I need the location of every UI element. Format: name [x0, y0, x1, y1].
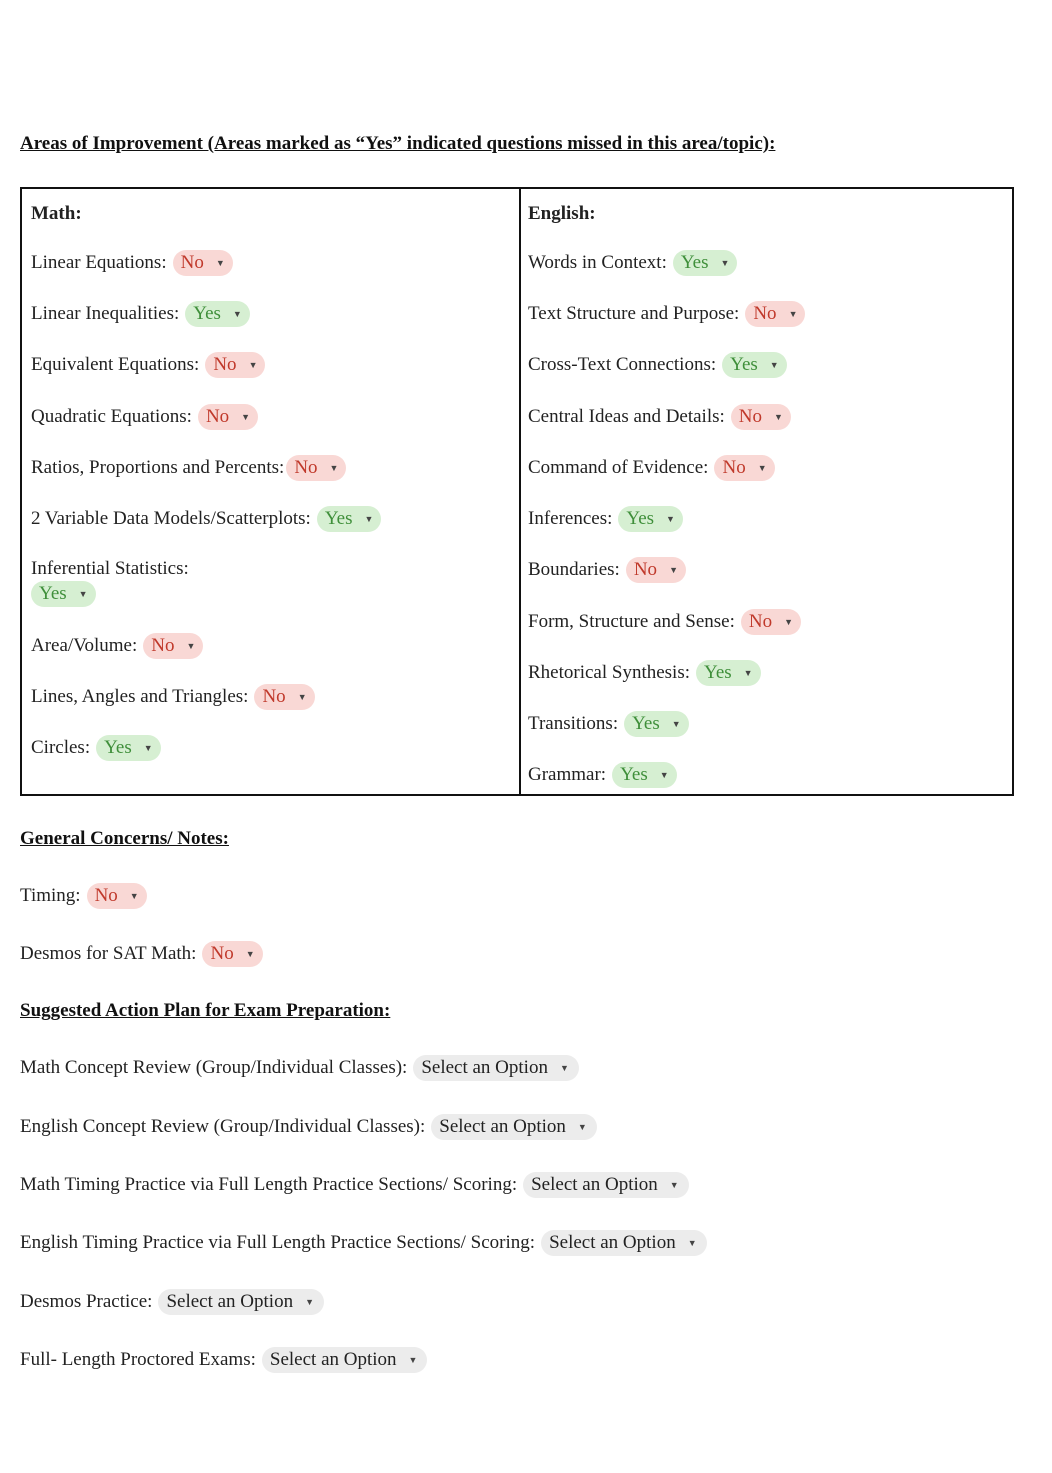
plan-item — [20, 1170, 689, 1200]
english-item — [528, 607, 801, 637]
item-label: Circles: — [31, 737, 91, 758]
caret-down-icon: ▼ — [248, 360, 258, 370]
item-label: Math Timing Practice via Full Length Practice Sections/ Scoring: — [20, 1174, 518, 1195]
caret-down-icon: ▼ — [186, 641, 196, 651]
english-item — [528, 658, 761, 688]
caret-down-icon: ▼ — [232, 309, 242, 319]
english-item — [528, 350, 787, 380]
item-label: Inferences: — [528, 508, 613, 529]
english-item — [528, 709, 689, 739]
areas-heading: Areas of Improvement (Areas marked as “Yes” indicated questions missed in this area/topic): — [20, 133, 776, 154]
status-dropdown[interactable]: Yes ▼ — [317, 506, 382, 532]
caret-down-icon: ▼ — [784, 617, 794, 627]
english-item — [528, 504, 683, 534]
english-item — [528, 299, 805, 329]
caret-down-icon: ▼ — [577, 1122, 587, 1132]
item-label: English Timing Practice via Full Length Practice Sections/ Scoring: — [20, 1232, 536, 1253]
areas-table — [20, 187, 1014, 796]
caret-down-icon: ▼ — [305, 1297, 314, 1307]
option-dropdown[interactable]: Select an Option ▼ — [523, 1172, 689, 1198]
item-label: Full- Length Proctored Exams: — [20, 1349, 256, 1370]
plan-item — [20, 1053, 579, 1083]
caret-down-icon: ▼ — [559, 1063, 569, 1073]
item-label: Cross-Text Connections: — [528, 354, 717, 375]
caret-down-icon: ▼ — [769, 360, 779, 370]
item-label: Equivalent Equations: — [31, 354, 200, 375]
option-dropdown[interactable]: Select an Option ▼ — [262, 1347, 428, 1373]
item-label: Command of Evidence: — [528, 457, 709, 478]
math-column — [22, 189, 521, 794]
item-label: Form, Structure and Sense: — [528, 611, 735, 632]
math-item — [31, 350, 265, 380]
status-dropdown[interactable]: No ▼ — [198, 404, 258, 430]
math-item — [31, 299, 250, 329]
caret-down-icon: ▼ — [774, 412, 783, 422]
concern-item — [20, 939, 263, 969]
caret-down-icon: ▼ — [241, 412, 251, 422]
status-dropdown[interactable]: Yes ▼ — [185, 301, 250, 327]
item-label: Timing: — [20, 885, 81, 906]
math-item — [31, 733, 161, 763]
caret-down-icon: ▼ — [669, 1180, 679, 1190]
option-dropdown[interactable]: Select an Option ▼ — [413, 1055, 579, 1081]
caret-down-icon: ▼ — [364, 514, 374, 524]
english-item — [528, 248, 737, 278]
status-dropdown[interactable]: No ▼ — [626, 557, 686, 583]
caret-down-icon: ▼ — [408, 1355, 418, 1365]
status-dropdown[interactable]: No ▼ — [87, 883, 147, 909]
status-dropdown[interactable]: No ▼ — [731, 404, 791, 430]
item-label: Desmos Practice: — [20, 1291, 153, 1312]
math-item — [31, 453, 346, 483]
math-item — [31, 682, 315, 712]
status-dropdown[interactable]: Yes ▼ — [612, 762, 677, 788]
item-label: Desmos for SAT Math: — [20, 943, 197, 964]
math-title: Math: — [31, 203, 82, 224]
math-item — [31, 631, 203, 661]
status-dropdown[interactable]: Yes ▼ — [618, 506, 683, 532]
english-item — [528, 555, 686, 585]
item-label: Linear Equations: — [31, 252, 167, 273]
item-label: Area/Volume: — [31, 635, 138, 656]
plan-heading: Suggested Action Plan for Exam Preparation: — [20, 1000, 391, 1021]
caret-down-icon: ▼ — [329, 463, 339, 473]
item-label: Lines, Angles and Triangles: — [31, 686, 249, 707]
status-dropdown[interactable]: No ▼ — [741, 609, 801, 635]
item-label: Ratios, Proportions and Percents: — [31, 457, 285, 478]
english-title: English: — [528, 203, 596, 224]
english-item — [528, 453, 775, 483]
item-label: English Concept Review (Group/Individual Classes): — [20, 1116, 426, 1137]
status-dropdown[interactable]: Yes ▼ — [696, 660, 761, 686]
english-column — [519, 189, 1012, 794]
status-dropdown[interactable]: No ▼ — [286, 455, 346, 481]
item-label: Transitions: — [528, 713, 619, 734]
english-item — [528, 402, 791, 432]
caret-down-icon: ▼ — [143, 743, 153, 753]
caret-down-icon: ▼ — [669, 565, 678, 575]
math-item — [31, 402, 258, 432]
caret-down-icon: ▼ — [743, 668, 753, 678]
item-label: 2 Variable Data Models/Scatterplots: — [31, 508, 311, 529]
plan-item — [20, 1112, 597, 1142]
item-label: Central Ideas and Details: — [528, 406, 725, 427]
status-dropdown[interactable]: No ▼ — [173, 250, 233, 276]
status-dropdown[interactable]: No ▼ — [254, 684, 314, 710]
status-dropdown[interactable]: Yes ▼ — [96, 735, 161, 761]
math-item — [31, 504, 381, 534]
item-label: Math Concept Review (Group/Individual Classes): — [20, 1057, 408, 1078]
status-dropdown[interactable]: Yes ▼ — [31, 581, 96, 607]
caret-down-icon: ▼ — [215, 258, 225, 268]
caret-down-icon: ▼ — [666, 514, 675, 524]
concern-item — [20, 881, 147, 911]
plan-item — [20, 1228, 707, 1258]
option-dropdown[interactable]: Select an Option ▼ — [158, 1289, 324, 1315]
option-dropdown[interactable]: Select an Option ▼ — [541, 1230, 707, 1256]
math-item-value-row — [31, 579, 96, 609]
plan-item — [20, 1345, 427, 1375]
item-label: Words in Context: — [528, 252, 667, 273]
caret-down-icon: ▼ — [720, 258, 730, 268]
caret-down-icon: ▼ — [671, 719, 681, 729]
caret-down-icon: ▼ — [297, 692, 307, 702]
item-label: Text Structure and Purpose: — [528, 303, 740, 324]
caret-down-icon: ▼ — [659, 770, 669, 780]
item-label: Linear Inequalities: — [31, 303, 180, 324]
status-dropdown[interactable]: No ▼ — [745, 301, 805, 327]
status-dropdown[interactable]: No ▼ — [714, 455, 774, 481]
status-dropdown[interactable]: Yes ▼ — [722, 352, 787, 378]
english-item — [528, 760, 677, 790]
caret-down-icon: ▼ — [757, 463, 767, 473]
plan-item — [20, 1287, 324, 1317]
status-dropdown[interactable]: No ▼ — [202, 941, 262, 967]
status-dropdown[interactable]: Yes ▼ — [673, 250, 738, 276]
item-label: Grammar: — [528, 764, 607, 785]
caret-down-icon: ▼ — [245, 949, 255, 959]
status-dropdown[interactable]: No ▼ — [205, 352, 265, 378]
item-label: Boundaries: — [528, 559, 620, 580]
option-dropdown[interactable]: Select an Option ▼ — [431, 1114, 597, 1140]
caret-down-icon: ▼ — [788, 309, 798, 319]
caret-down-icon: ▼ — [687, 1238, 697, 1248]
item-label: Inferential Statistics: — [31, 558, 189, 579]
caret-down-icon: ▼ — [129, 891, 139, 901]
concerns-heading: General Concerns/ Notes: — [20, 828, 229, 849]
item-label: Quadratic Equations: — [31, 406, 192, 427]
status-dropdown[interactable]: Yes ▼ — [624, 711, 689, 737]
item-label: Rhetorical Synthesis: — [528, 662, 691, 683]
math-item — [31, 248, 233, 278]
caret-down-icon: ▼ — [78, 589, 88, 599]
status-dropdown[interactable]: No ▼ — [143, 633, 203, 659]
